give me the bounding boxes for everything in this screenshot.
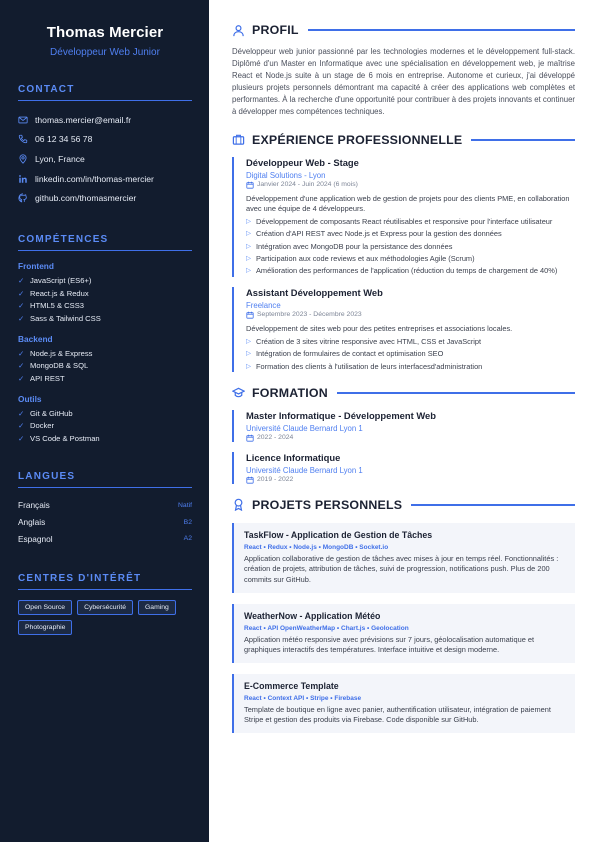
job-bullet — [246, 349, 575, 359]
profil-section — [232, 23, 575, 119]
triangle-right-icon: ▷ — [246, 362, 251, 370]
job-company: Digital Solutions - Lyon — [246, 170, 326, 180]
heading-rule — [337, 392, 575, 394]
skill-item — [18, 372, 192, 385]
contact-list — [18, 110, 192, 208]
job-bullets — [246, 217, 575, 276]
location-icon — [18, 154, 28, 164]
job-bullet-text: Développement de composants React réutilisables et responsive pour l'interface utilisateur — [256, 217, 553, 227]
project-tech: React • Redux • Node.js • MongoDB • Socket.io — [244, 543, 389, 551]
education-dates-text: 2019 - 2022 — [257, 476, 294, 484]
candidate-name: Thomas Mercier — [46, 24, 164, 41]
contact-email[interactable] — [18, 110, 192, 130]
skill-item — [18, 359, 192, 372]
education-section — [232, 386, 575, 484]
job-bullet-text: Création de 3 sites vitrine responsive avec HTML, CSS et JavaScript — [256, 336, 482, 346]
skill-group-frontend: Frontend — [18, 260, 54, 271]
job-bullet-text: Création d'API REST avec Node.js et Express pour la gestion des données — [256, 229, 502, 239]
check-icon: ✓ — [18, 348, 25, 358]
check-icon: ✓ — [18, 313, 25, 323]
interests-heading: CENTRES D'INTÉRÊT — [18, 573, 192, 590]
education-entry — [232, 410, 575, 442]
skill-list-tools — [18, 407, 192, 445]
projects-title: PROJETS PERSONNELS — [252, 497, 403, 512]
contact-heading: CONTACT — [18, 84, 192, 101]
contact-github-text: github.com/thomasmercier — [35, 193, 137, 204]
triangle-right-icon: ▷ — [246, 255, 251, 263]
interests-tags — [18, 600, 192, 635]
github-icon — [18, 193, 28, 203]
job-bullet — [246, 266, 575, 276]
job-bullet — [246, 229, 575, 239]
job-bullet-text: Formation des clients à l'utilisation de leurs interfacesd'administration — [256, 361, 483, 371]
profil-heading — [232, 23, 575, 37]
job-entry — [232, 157, 575, 277]
skill-item — [18, 419, 192, 432]
skill-label: API REST — [30, 373, 65, 383]
languages-list — [18, 497, 192, 547]
job-title: Assistant Développement Web — [246, 286, 383, 298]
user-icon — [232, 24, 245, 37]
projects-heading — [232, 498, 575, 512]
job-bullets — [246, 337, 575, 372]
check-icon: ✓ — [18, 361, 25, 371]
sidebar — [0, 0, 209, 842]
job-bullet — [246, 362, 575, 372]
graduation-cap-icon — [232, 386, 245, 399]
check-icon: ✓ — [18, 421, 25, 431]
profil-text: Développeur web junior passionné par les technologies modernes et le développement full-stack. Diplômé d'un Master en Informatique avec une spécialisation en développement web, je maîtrise React et Node.js suite à un stage de 6 mois en entreprise. Autonome et curieux, j'ai développé plusieurs projets personnels démontrant ma capacité à créer des applications web complètes et performantes. À la recherche d'une opportunité pour contribuer à des projets innovants et continuer à développer mes compétences techniques. — [232, 47, 575, 117]
contact-location-text: Lyon, France — [35, 153, 85, 164]
check-icon: ✓ — [18, 275, 25, 285]
award-icon — [232, 498, 245, 511]
experience-title: EXPÉRIENCE PROFESSIONNELLE — [252, 132, 463, 147]
education-school: Université Claude Bernard Lyon 1 — [246, 423, 363, 433]
project-tech: React • API OpenWeatherMap • Chart.js • Geolocation — [244, 624, 409, 632]
skill-label: React.js & Redux — [30, 288, 89, 298]
project-card — [232, 674, 575, 733]
interest-tag: Open Source — [18, 600, 72, 615]
project-description: Template de boutique en ligne avec panier, authentification utilisateur, intégration de paiement Stripe et gestion des produits via Firebase. Code disponible sur GitHub. — [244, 704, 551, 725]
job-bullet — [246, 242, 575, 252]
triangle-right-icon: ▷ — [246, 350, 251, 358]
calendar-icon — [246, 181, 254, 189]
job-bullet-text: Participation aux code reviews et aux méthodologies Agile (Scrum) — [256, 254, 475, 264]
interest-tag: Gaming — [138, 600, 176, 615]
experience-heading — [232, 133, 575, 147]
heading-rule — [411, 504, 575, 506]
contact-email-text: thomas.mercier@email.fr — [35, 114, 132, 125]
skill-item — [18, 312, 192, 325]
education-school: Université Claude Bernard Lyon 1 — [246, 465, 363, 475]
education-entry — [232, 452, 575, 484]
skill-item — [18, 287, 192, 300]
skill-item — [18, 432, 192, 445]
triangle-right-icon: ▷ — [246, 242, 251, 250]
project-description: Application collaborative de gestion de tâches avec mises à jour en temps réel. Fonctionnalités : création de projets, attribution de tâches, suivi de progression, notifications push. Plus de 200 commits sur GitHub. — [244, 553, 559, 585]
skill-list-backend — [18, 347, 192, 385]
triangle-right-icon: ▷ — [246, 230, 251, 238]
education-degree: Master Informatique - Développement Web — [246, 409, 436, 421]
job-dates — [246, 311, 575, 319]
language-level: Natif — [178, 501, 192, 509]
project-title: TaskFlow - Application de Gestion de Tâches — [244, 529, 433, 540]
triangle-right-icon: ▷ — [246, 267, 251, 275]
contact-linkedin[interactable] — [18, 169, 192, 189]
language-item — [18, 530, 192, 547]
job-dates — [246, 181, 575, 189]
skill-item — [18, 407, 192, 420]
education-degree: Licence Informatique — [246, 451, 341, 463]
profil-title: PROFIL — [252, 23, 299, 37]
job-description: Développement de sites web pour des petites entreprises et associations locales. — [246, 323, 513, 333]
education-title: FORMATION — [252, 385, 328, 400]
linkedin-icon — [18, 174, 28, 184]
education-dates — [246, 434, 575, 442]
project-description: Application météo responsive avec prévisions sur 7 jours, géolocalisation automatique et graphiques interactifs des températures. Interface intuitive et design moderne. — [244, 634, 535, 655]
language-level: B2 — [183, 518, 192, 526]
job-bullet — [246, 337, 575, 347]
job-bullet-text: Intégration de formulaires de contact et optimisation SEO — [256, 349, 444, 359]
job-bullet-text: Amélioration des performances de l'application (réduction du temps de chargement de 40%) — [256, 266, 558, 276]
skills-heading: COMPÉTENCES — [18, 234, 192, 251]
calendar-icon — [246, 434, 254, 442]
skill-label: Git & GitHub — [30, 408, 73, 418]
skill-label: VS Code & Postman — [30, 434, 100, 443]
triangle-right-icon: ▷ — [246, 337, 251, 345]
contact-linkedin-text: linkedin.com/in/thomas-mercier — [35, 173, 154, 184]
project-title: E-Commerce Template — [244, 680, 339, 691]
check-icon: ✓ — [18, 434, 25, 443]
job-bullet — [246, 217, 575, 227]
skill-list-frontend — [18, 274, 192, 325]
phone-icon — [18, 134, 28, 144]
job-entry — [232, 287, 575, 372]
skill-group-tools: Outils — [18, 393, 42, 404]
language-item — [18, 497, 192, 514]
job-title: Développeur Web - Stage — [246, 156, 359, 168]
education-heading — [232, 386, 575, 400]
briefcase-icon — [232, 133, 245, 146]
project-card — [232, 604, 575, 663]
language-name: Anglais — [18, 517, 46, 528]
job-description: Développement d'une application web de gestion de projets pour des clients PME, en collaboration avec une équipe de 4 développeurs. — [246, 193, 570, 213]
contact-location — [18, 149, 192, 169]
language-level: A2 — [183, 535, 192, 543]
heading-rule — [471, 139, 575, 141]
job-bullet-text: Intégration avec MongoDB pour la persistance des données — [256, 241, 453, 251]
skill-item — [18, 299, 192, 312]
heading-rule — [308, 29, 575, 31]
contact-github[interactable] — [18, 188, 192, 208]
language-name: Espagnol — [18, 533, 53, 544]
skill-label: JavaScript (ES6+) — [30, 275, 92, 285]
language-name: Français — [18, 500, 50, 511]
contact-phone-text: 06 12 34 56 78 — [35, 134, 93, 145]
experience-section — [232, 133, 575, 372]
check-icon: ✓ — [18, 408, 25, 418]
skill-label: Docker — [30, 421, 55, 431]
check-icon: ✓ — [18, 301, 25, 311]
calendar-icon — [246, 476, 254, 484]
skill-item — [18, 274, 192, 287]
job-bullet — [246, 254, 575, 264]
candidate-job-title: Développeur Web Junior — [50, 47, 160, 58]
skill-label: MongoDB & SQL — [30, 361, 89, 371]
education-dates-text: 2022 - 2024 — [257, 434, 294, 442]
education-dates — [246, 476, 575, 484]
skill-label: Node.js & Express — [30, 348, 93, 358]
job-company: Freelance — [246, 300, 281, 310]
projects-section — [232, 498, 575, 733]
job-dates-text: Septembre 2023 - Décembre 2023 — [257, 311, 362, 319]
skill-group-backend: Backend — [18, 333, 53, 344]
calendar-icon — [246, 311, 254, 319]
skill-label: HTML5 & CSS3 — [30, 301, 85, 311]
mail-icon — [18, 115, 28, 125]
interest-tag: Photographie — [18, 620, 72, 635]
skill-label: Sass & Tailwind CSS — [30, 313, 101, 323]
skill-item — [18, 347, 192, 360]
language-item — [18, 514, 192, 531]
triangle-right-icon: ▷ — [246, 218, 251, 226]
job-dates-text: Janvier 2024 - Juin 2024 (6 mois) — [257, 181, 358, 189]
project-card — [232, 523, 575, 593]
check-icon: ✓ — [18, 288, 25, 298]
languages-heading: LANGUES — [18, 471, 192, 488]
contact-phone[interactable] — [18, 130, 192, 150]
project-tech: React • Context API • Stripe • Firebase — [244, 694, 362, 702]
project-title: WeatherNow - Application Météo — [244, 610, 381, 621]
interest-tag: Cybersécurité — [77, 600, 133, 615]
check-icon: ✓ — [18, 373, 25, 383]
main-content — [209, 0, 596, 842]
